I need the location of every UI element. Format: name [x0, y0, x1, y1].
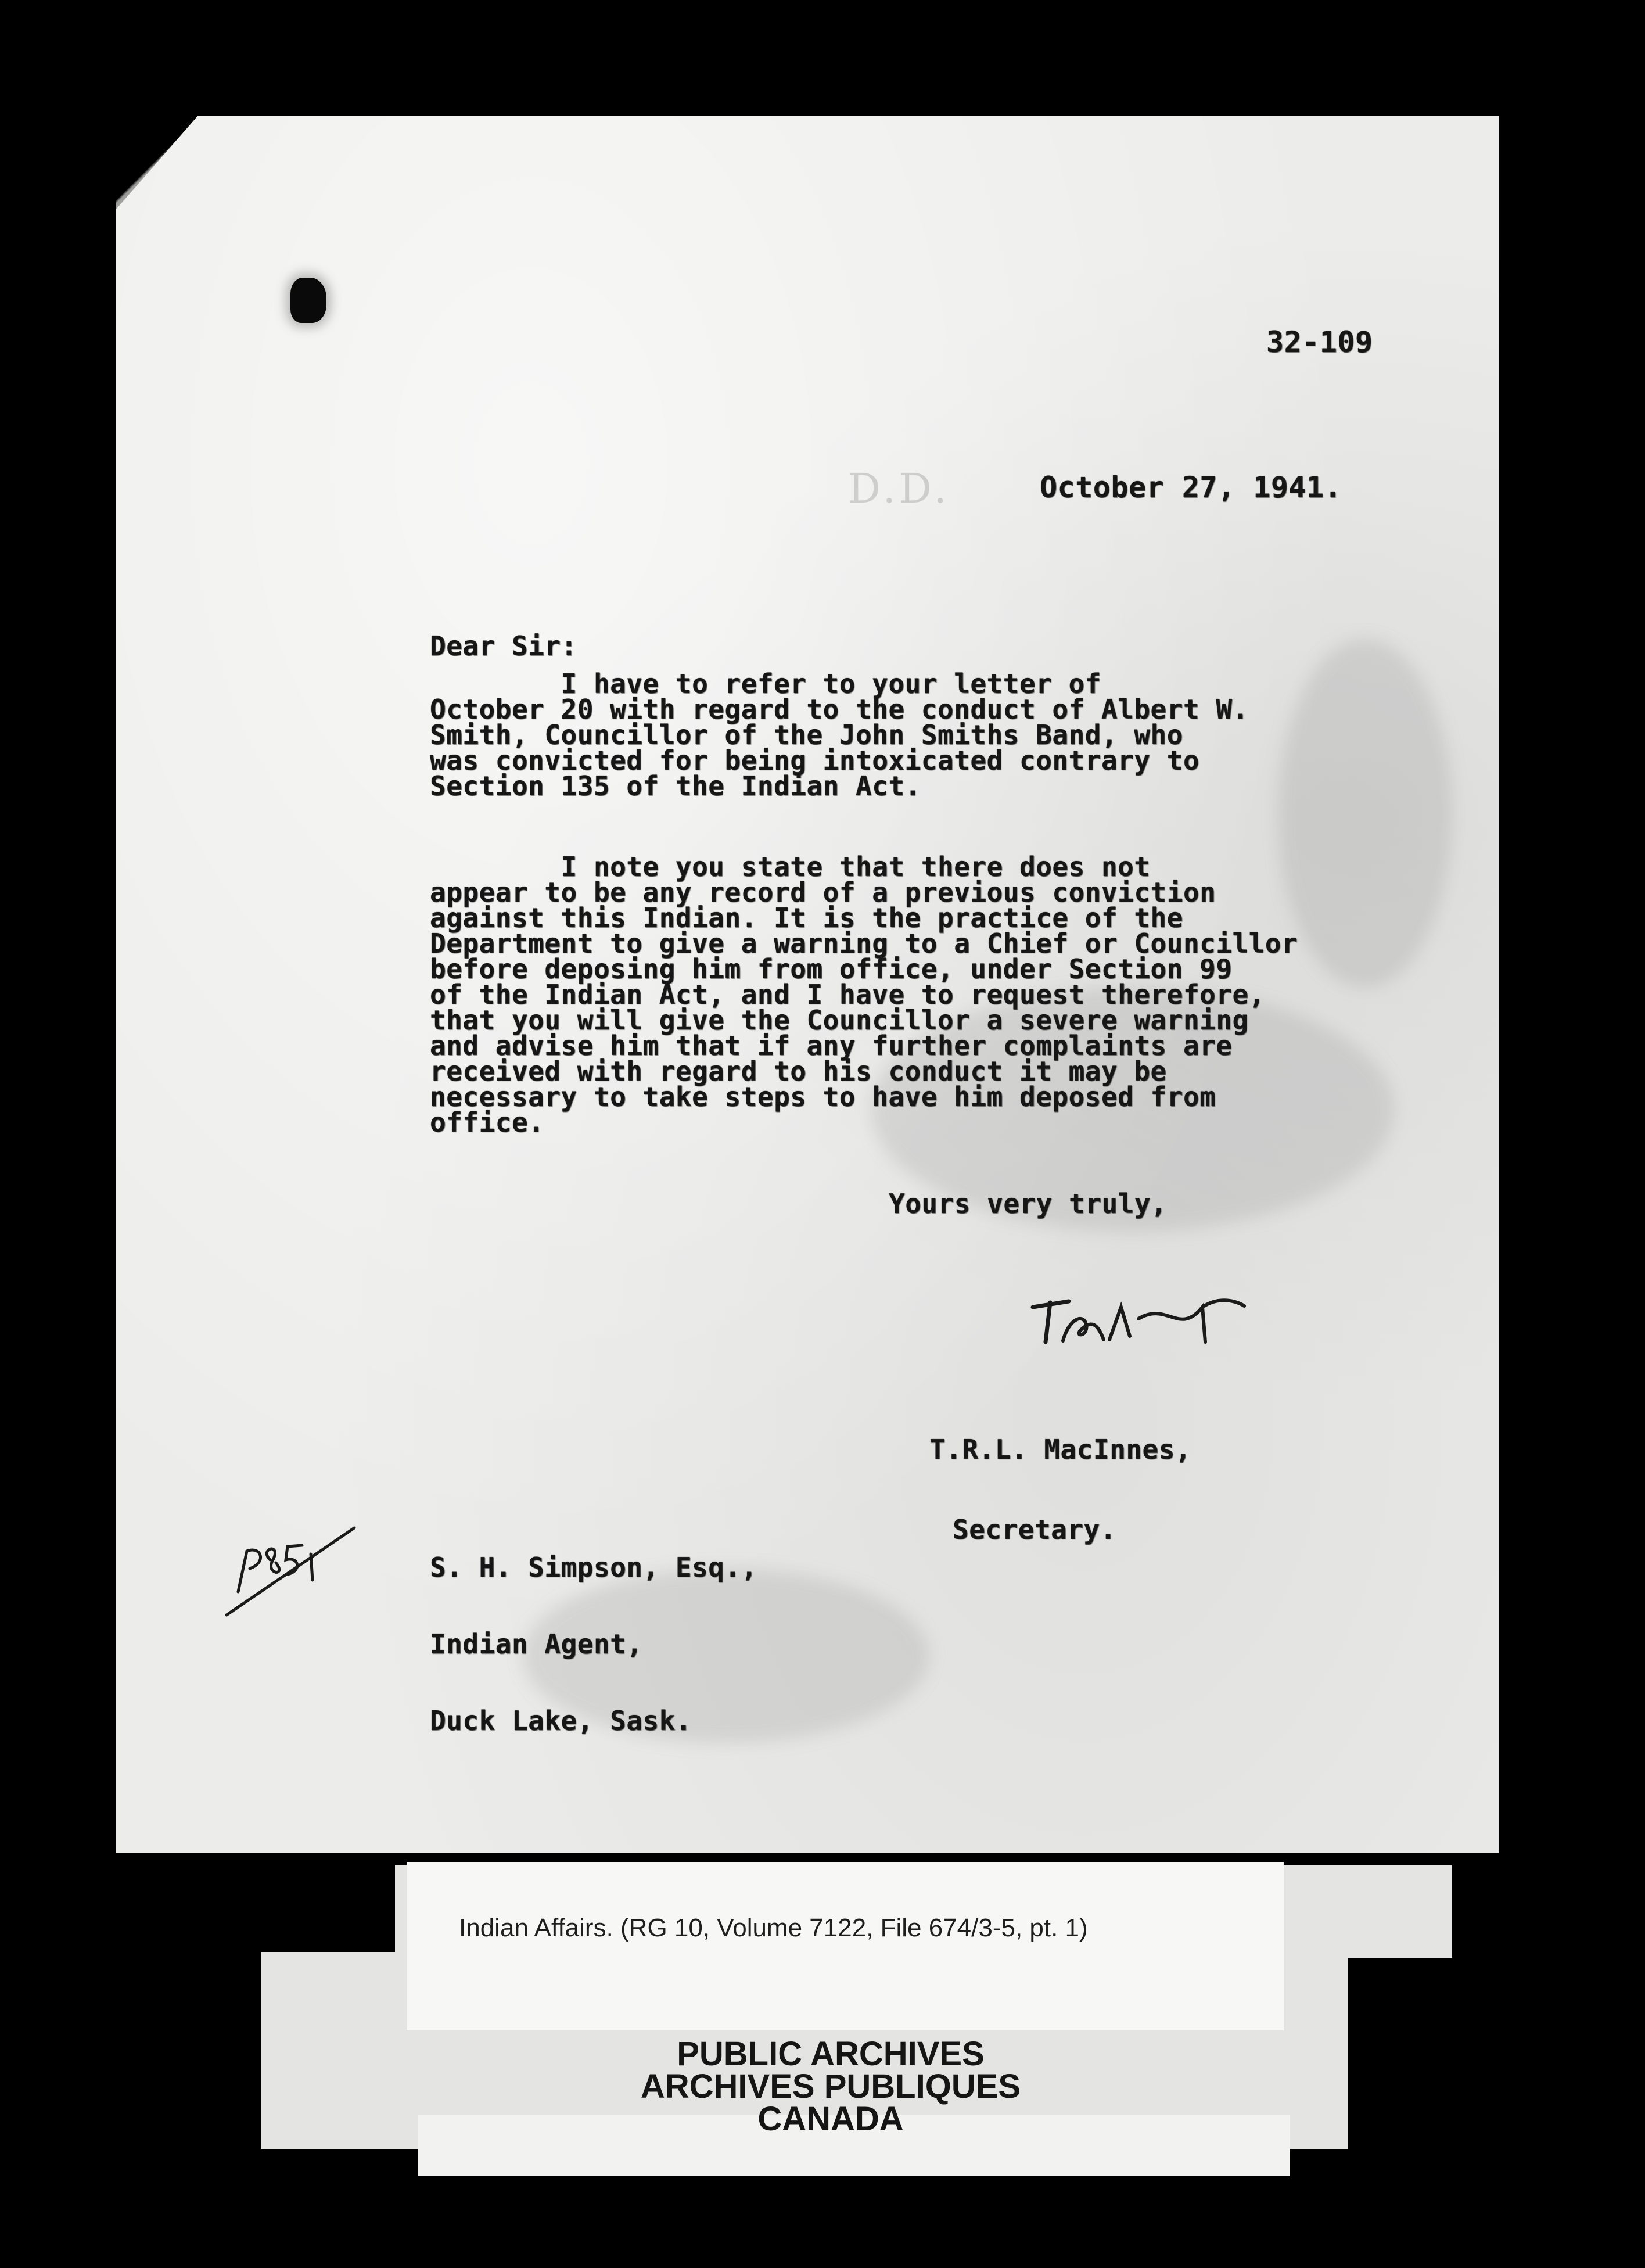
- signatory-name: T.R.L. MacInnes,: [929, 1434, 1192, 1465]
- stamp-line: PUBLIC ARCHIVES: [677, 2035, 985, 2073]
- letter-paragraph: I note you state that there does not appear to be any record of a previous conviction against this Indian. It is the practice of the Department to give a warning to a Chief or Councillor before deposing him from office, under Section 99 of the Indian Act, and I have to request therefore, that you will give the Councillor a severe warning and advise him that if any further complaints are received with regard to his conduct it may be necessary to take steps to have him deposed from office.: [430, 851, 1298, 1138]
- signatory-title: Secretary.: [953, 1514, 1116, 1545]
- punch-hole: [290, 278, 326, 323]
- margin-annotation: [215, 1505, 366, 1629]
- public-archives-stamp: [610, 2035, 1051, 2138]
- archive-reference: Indian Affairs. (RG 10, Volume 7122, File 674/3-5, pt. 1): [459, 1914, 1088, 1942]
- letter-date: October 27, 1941.: [1040, 471, 1342, 504]
- label-tab: [1278, 1865, 1452, 1958]
- faint-stamp-mark: D.D.: [848, 465, 950, 512]
- recipient-address: [430, 1503, 757, 1759]
- stamp-line: ARCHIVES PUBLIQUES: [640, 2068, 1021, 2105]
- stamp-line: CANADA: [757, 2100, 904, 2138]
- closing-line: Yours very truly,: [889, 1188, 1168, 1219]
- paper-stain: [1278, 639, 1452, 988]
- salutation: Dear Sir:: [430, 630, 577, 662]
- recipient-title: Indian Agent,: [430, 1628, 643, 1660]
- handwritten-signature: [1028, 1284, 1249, 1356]
- signatory-block: [929, 1383, 1191, 1570]
- file-number: 32-109: [1266, 325, 1373, 359]
- recipient-name: S. H. Simpson, Esq.,: [430, 1552, 757, 1583]
- recipient-location: Duck Lake, Sask.: [430, 1705, 692, 1736]
- archive-label-card: [407, 1862, 1284, 2030]
- letter-paragraph: I have to refer to your letter of October 20 with regard to the conduct of Albert W. Smith, Councillor of the John Smiths Band, who was convicted for being intoxicated contrary to Section 135 of the Indian Act.: [430, 668, 1249, 802]
